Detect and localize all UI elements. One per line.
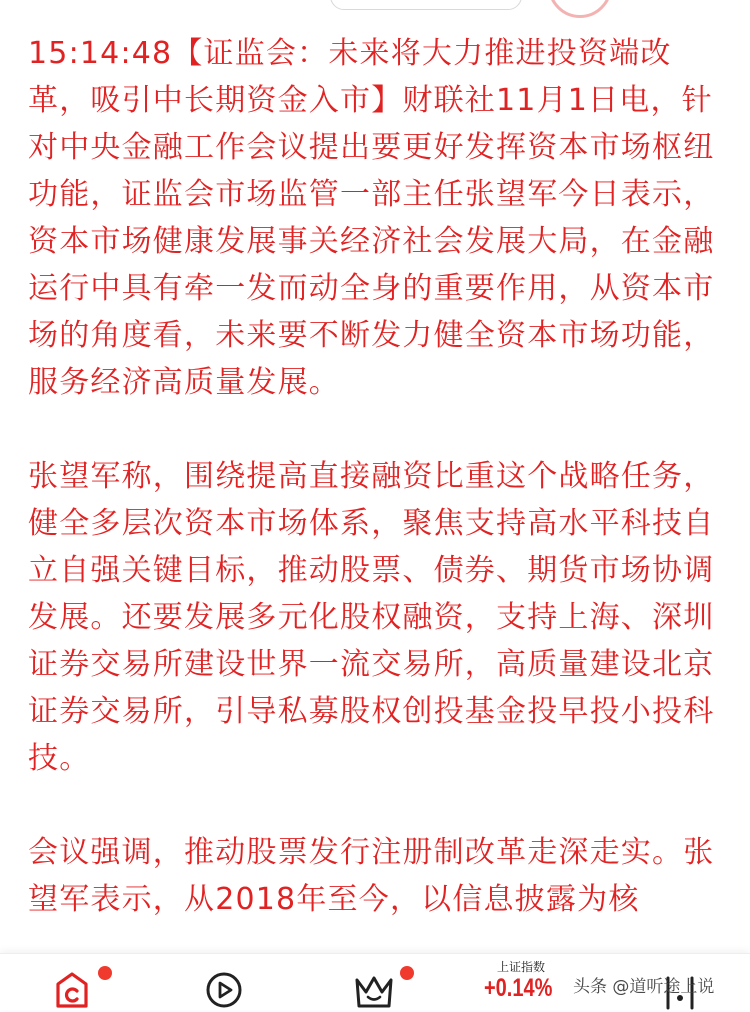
paragraph-3: 会议强调，推动股票发行注册制改革走深走实。张望军表示，从2018年至今，以信息披露为核 <box>28 835 715 917</box>
paragraph-1: 15:14:48【证监会：未来将大力推进投资端改革，吸引中长期资金入市】财联社11月1日电，针对中央金融工作会议提出要更好发挥资本市场枢纽功能，证监会市场监管一部主任张望军今日表示，资本市场健康发展事关经济社会发展大局，在金融运行中具有牵一发而动全身的重要作用，从资本市场的角度看，未来要不断发力健全资本市场功能，服务经济高质量发展。 <box>28 36 715 400</box>
home-c-icon <box>52 970 92 1010</box>
news-article <box>28 30 728 923</box>
play-icon <box>204 970 244 1010</box>
watermark: 头条 @道听途上说 <box>573 977 715 997</box>
vip-badge <box>400 966 414 980</box>
search-pill[interactable] <box>330 0 522 10</box>
nav-vip[interactable] <box>340 954 440 1010</box>
top-circle-button[interactable] <box>548 0 612 18</box>
index-value[interactable]: +0.14% <box>484 974 553 1002</box>
paragraph-2: 张望军称，围绕提高直接融资比重这个战略任务，健全多层次资本市场体系，聚焦支持高水平科技自立自强关键目标，推动股票、债券、期货市场协调发展。还要发展多元化股权融资，支持上海、深圳证券交易所建设世界一流交易所，高质量建设北京证券交易所，引导私募股权创投基金投早投小投科技。 <box>28 459 715 776</box>
index-label: 上证指数 <box>497 960 546 974</box>
bottom-navigation <box>0 953 750 1010</box>
top-partial-bar <box>0 0 750 14</box>
nav-home[interactable] <box>40 954 140 1010</box>
crown-icon <box>352 970 396 1010</box>
nav-video[interactable] <box>190 954 290 1010</box>
home-badge <box>98 966 112 980</box>
